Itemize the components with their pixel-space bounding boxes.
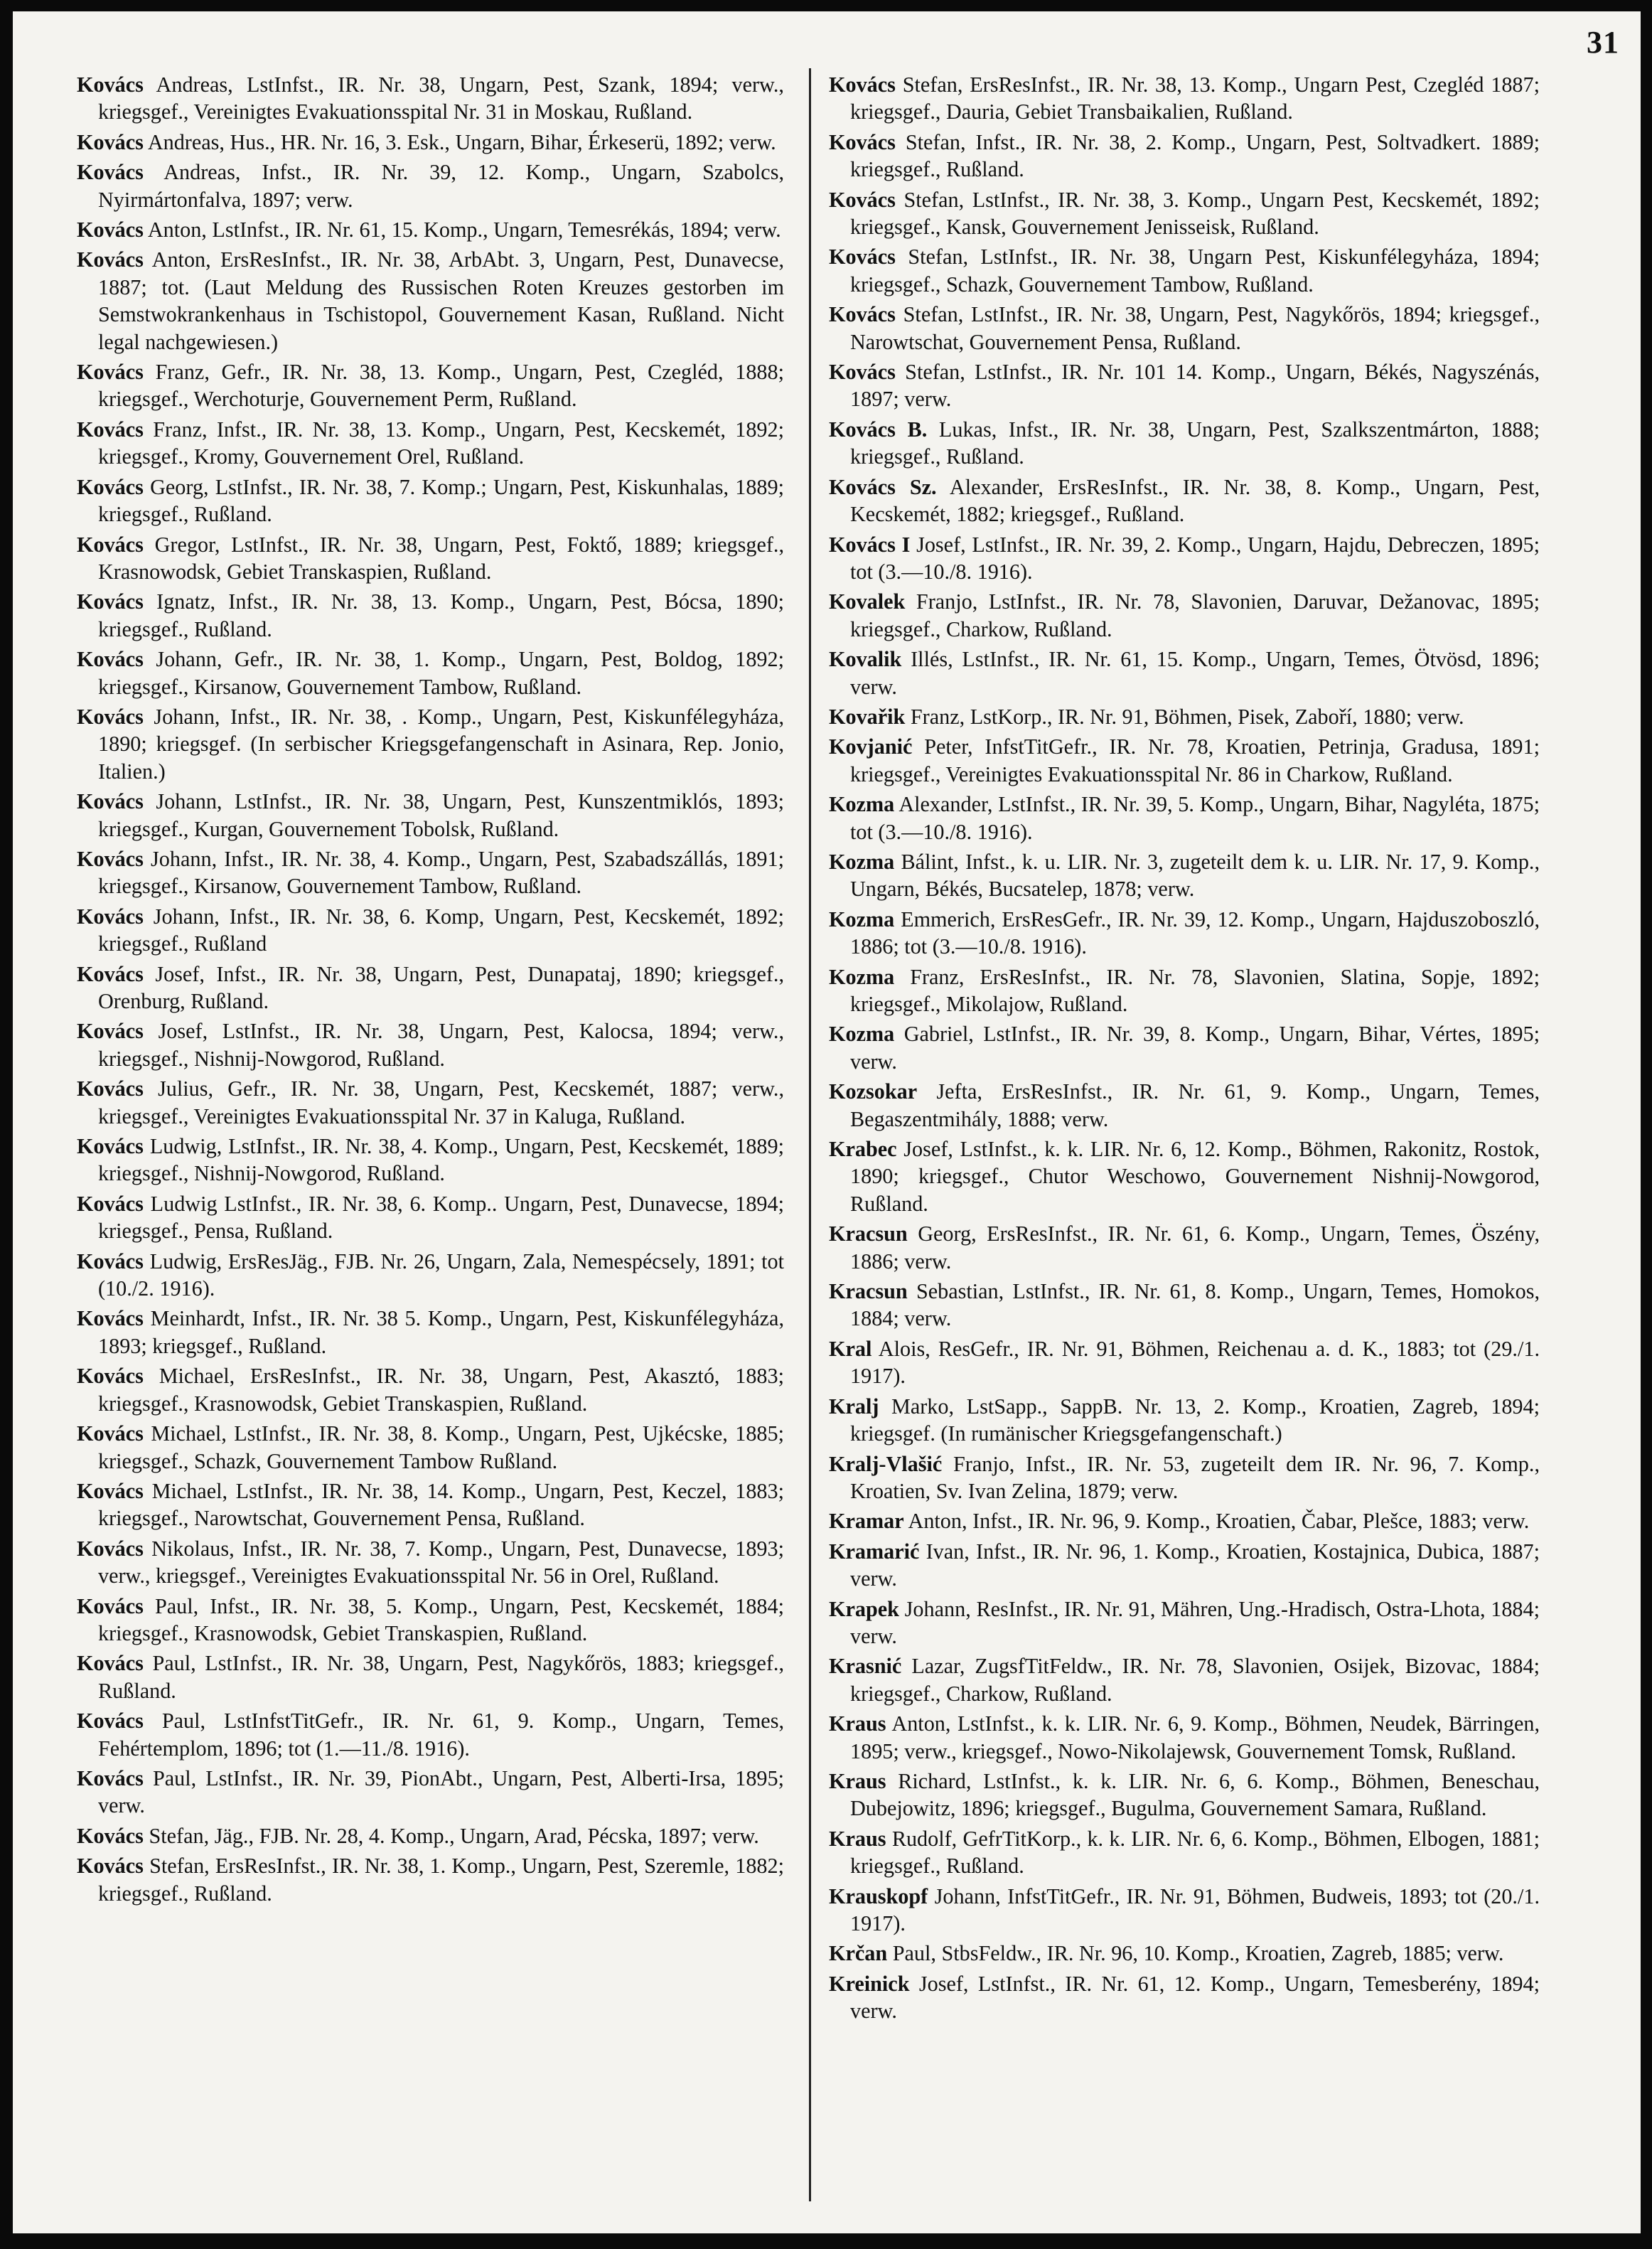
entry-details: Ludwig, ErsResJäg., FJB. Nr. 26, Ungarn, Zala, Nemespécsely, 1891; tot (10./2. 1916).: [98, 1249, 785, 1301]
entry-surname: Kozma: [829, 907, 895, 931]
entry-details: Alexander, ErsResInfst., IR. Nr. 38, 8. Komp., Ungarn, Pest, Kecskemét, 1882; kriegsgef., Rußland.: [850, 474, 1540, 527]
entry-details: Paul, LstInfst., IR. Nr. 39, PionAbt., Ungarn, Pest, Alberti-Irsa, 1895; verw.: [98, 1765, 785, 1818]
entry-details: Julius, Gefr., IR. Nr. 38, Ungarn, Pest, Kecskemét, 1887; verw., kriegsgef., Vereinigtes Evakuationsspital Nr. 37 in Kaluga, Rußland.: [98, 1077, 785, 1128]
entry-surname: Kovács: [77, 532, 144, 557]
entry-surname: Kraus: [829, 1768, 886, 1793]
register-entry: [829, 358, 1540, 413]
entry-details: Michael, LstInfst., IR. Nr. 38, 8. Komp., Ungarn, Pest, Ujkécske, 1885; kriegsgef., Schazk, Gouvernement Tambow Rußland.: [98, 1421, 784, 1473]
entry-surname: Kovács: [77, 360, 144, 385]
register-entry: [77, 1362, 784, 1417]
entry-surname: Kovács: [77, 1306, 144, 1331]
register-entry: [77, 1535, 784, 1590]
entry-details: Anton, LstInfst., k. k. LIR. Nr. 6, 9. Komp., Böhmen, Neudek, Bärringen, 1895; verw., kriegsgef., Nowo-Nikolajewsk, Gouvernement Tomsk, Rußland.: [850, 1711, 1540, 1763]
entry-surname: Kovács: [77, 1249, 144, 1273]
entry-surname: Kramar: [829, 1509, 904, 1534]
entry-surname: Kovács: [77, 846, 144, 871]
register-entry: [829, 1136, 1540, 1217]
entry-details: Johann, Gefr., IR. Nr. 38, 1. Komp., Ungarn, Pest, Boldog, 1892; kriegsgef., Kirsanow, Gouvernement Tambow, Rußland.: [98, 647, 784, 699]
entry-surname: Kovács: [77, 1709, 144, 1734]
entry-surname: Kovács I: [829, 532, 911, 557]
entry-details: Anton, ErsResInfst., IR. Nr. 38, ArbAbt. 3, Ungarn, Pest, Dunavecse, 1887; tot. (Laut Meldung des Russischen Roten Kreuzes gestorben im Semstwokrankenhaus in Tschistopol, Gouvernement Kasan, Rußland. Nicht legal nachgewiesen.): [98, 247, 784, 354]
entry-surname: Kralj-Vlašić: [829, 1451, 943, 1476]
register-entry: [77, 216, 784, 243]
entry-details: Sebastian, LstInfst., IR. Nr. 61, 8. Komp., Ungarn, Temes, Homokos, 1884; verw.: [850, 1279, 1540, 1331]
entry-details: Georg, LstInfst., IR. Nr. 38, 7. Komp.; Ungarn, Pest, Kiskunhalas, 1889; kriegsgef., Rußland.: [98, 474, 784, 527]
entry-surname: Kovjanić: [829, 734, 913, 759]
register-entry: [77, 1478, 784, 1532]
register-entry: [77, 1852, 784, 1907]
entry-details: Paul, LstInfstTitGefr., IR. Nr. 61, 9. Komp., Ungarn, Temes, Fehértemplom, 1896; tot (1.—11./8. 1916).: [98, 1709, 785, 1761]
entry-details: Ludwig, LstInfst., IR. Nr. 38, 4. Komp., Ungarn, Pest, Kecskemét, 1889; kriegsgef., Nishnij-Nowgorod, Rußland.: [98, 1134, 785, 1186]
entry-details: Stefan, Infst., IR. Nr. 38, 2. Komp., Ungarn, Pest, Soltvadkert. 1889; kriegsgef., Rußland.: [850, 129, 1540, 182]
entry-surname: Kozma: [829, 1022, 895, 1047]
entry-details: Josef, LstInfst., IR. Nr. 39, 2. Komp., Ungarn, Hajdu, Debreczen, 1895; tot (3.—10./8. 1916).: [850, 532, 1540, 584]
entry-surname: Kovács: [77, 1077, 144, 1101]
register-entry: [829, 733, 1540, 788]
entry-details: Emmerich, ErsResGefr., IR. Nr. 39, 12. Komp., Ungarn, Hajduszoboszló, 1886; tot (3.—10./8. 1916).: [850, 907, 1540, 959]
entry-details: Illés, LstInfst., IR. Nr. 61, 15. Komp., Ungarn, Temes, Ötvösd, 1896; verw.: [850, 647, 1540, 699]
register-entry: [829, 416, 1540, 471]
register-entry: [829, 1507, 1540, 1534]
entry-details: Josef, LstInfst., IR. Nr. 61, 12. Komp., Ungarn, Temesberény, 1894; verw.: [850, 1971, 1540, 2024]
register-entry: [77, 1420, 784, 1475]
register-entry: [829, 1393, 1540, 1448]
register-entry: [77, 71, 784, 126]
register-entry: [829, 1020, 1540, 1075]
entry-surname: Kovács: [77, 1854, 144, 1879]
entry-details: Michael, LstInfst., IR. Nr. 38, 14. Komp., Ungarn, Pest, Keczel, 1883; kriegsgef., Narowtschat, Gouvernement Pensa, Rußland.: [98, 1478, 785, 1531]
register-entry: [829, 1710, 1540, 1765]
entry-details: Alois, ResGefr., IR. Nr. 91, Böhmen, Reichenau a. d. K., 1883; tot (29./1. 1917).: [850, 1336, 1540, 1389]
register-entry: [829, 1538, 1540, 1593]
entry-details: Paul, StbsFeldw., IR. Nr. 96, 10. Komp., Kroatien, Zagreb, 1885; verw.: [892, 1941, 1504, 1966]
entry-details: Anton, LstInfst., IR. Nr. 61, 15. Komp., Ungarn, Temesrékás, 1894; verw.: [147, 218, 781, 242]
entry-surname: Kovács: [77, 1536, 144, 1561]
entry-surname: Kovács: [77, 417, 144, 442]
register-entry: [829, 646, 1540, 700]
entry-details: Nikolaus, Infst., IR. Nr. 38, 7. Komp., Ungarn, Pest, Dunavecse, 1893; verw., kriegsgef., Vereinigtes Evakuationsspital Nr. 56 in Orel, Rußland.: [98, 1536, 784, 1588]
entry-surname: Krabec: [829, 1137, 897, 1162]
entry-surname: Kovács: [77, 904, 144, 929]
entry-details: Richard, LstInfst., k. k. LIR. Nr. 6, 6. Komp., Böhmen, Beneschau, Dubejowitz, 1896; kriegsgef., Bugulma, Gouvernement Samara, Rußland.: [850, 1768, 1540, 1821]
entry-details: Stefan, LstInfst., IR. Nr. 38, 3. Komp., Ungarn Pest, Kecskemét, 1892; kriegsgef., Kansk, Gouvernement Jenisseisk, Rußland.: [850, 187, 1540, 240]
entry-surname: Kovács: [77, 789, 144, 814]
entry-surname: Kovács: [77, 961, 144, 986]
register-entry: [829, 1970, 1540, 2025]
entry-surname: Kraus: [829, 1826, 886, 1851]
register-entry: [829, 1596, 1540, 1650]
entry-surname: Kovács: [77, 647, 144, 672]
entry-details: Josef, LstInfst., IR. Nr. 38, Ungarn, Pest, Kalocsa, 1894; verw., kriegsgef., Nishnij-Nowgorod, Rußland.: [98, 1019, 784, 1071]
register-entry: [829, 129, 1540, 183]
register-entry: [829, 1451, 1540, 1505]
register-entry: [829, 243, 1540, 298]
entry-surname: Kovács: [77, 589, 144, 614]
entry-details: Andreas, Hus., HR. Nr. 16, 3. Esk., Ungarn, Bihar, Érkeserü, 1892; verw.: [147, 129, 776, 154]
entry-details: Paul, LstInfst., IR. Nr. 38, Ungarn, Pest, Nagykőrös, 1883; kriegsgef., Rußland.: [98, 1651, 785, 1703]
register-entry: [829, 1078, 1540, 1133]
register-entry: [77, 474, 784, 528]
entry-details: Franz, Infst., IR. Nr. 38, 13. Komp., Ungarn, Pest, Kecskemét, 1892; kriegsgef., Kromy, Gouvernement Orel, Rußland.: [98, 417, 785, 469]
register-entry: [829, 1220, 1540, 1275]
entry-surname: Kovács Sz.: [829, 474, 937, 499]
register-entry: [829, 1652, 1540, 1707]
register-entry: [77, 703, 784, 785]
register-entry: [829, 848, 1540, 903]
entry-details: Ivan, Infst., IR. Nr. 96, 1. Komp., Kroatien, Kostajnica, Dubica, 1887; verw.: [850, 1539, 1540, 1591]
entry-surname: Krapek: [829, 1596, 899, 1621]
register-entry: [77, 1650, 784, 1704]
entry-surname: Kovalik: [829, 647, 902, 672]
register-entry: [77, 1190, 784, 1245]
entry-surname: Kovács: [77, 160, 144, 185]
register-entry: [77, 845, 784, 900]
register-entry: [77, 903, 784, 958]
register-entry: [829, 1768, 1540, 1822]
entry-details: Franz, LstKorp., IR. Nr. 91, Böhmen, Pisek, Zaboří, 1880; verw.: [910, 704, 1464, 729]
entry-details: Johann, LstInfst., IR. Nr. 38, Ungarn, Pest, Kunszentmiklós, 1893; kriegsgef., Kurgan, Gouvernement Tobolsk, Rußland.: [98, 789, 784, 841]
entry-surname: Kovács: [829, 73, 896, 97]
entry-surname: Kovács: [77, 1134, 144, 1159]
entry-surname: Kovács: [77, 1191, 144, 1216]
entry-details: Lukas, Infst., IR. Nr. 38, Ungarn, Pest, Szalkszentmárton, 1888; kriegsgef., Rußland.: [850, 417, 1540, 469]
entry-details: Georg, ErsResInfst., IR. Nr. 61, 6. Komp., Ungarn, Temes, Öszény, 1886; verw.: [850, 1222, 1540, 1273]
entry-surname: Kovács: [77, 1651, 144, 1676]
entry-surname: Kozma: [829, 849, 895, 874]
entry-surname: Kramarić: [829, 1539, 920, 1564]
register-entry: [829, 186, 1540, 241]
entry-surname: Kovács: [77, 1765, 144, 1790]
register-entry: [829, 71, 1540, 126]
entry-surname: Kralj: [829, 1394, 879, 1419]
entry-details: Andreas, LstInfst., IR. Nr. 38, Ungarn, Pest, Szank, 1894; verw., kriegsgef., Vereinigtes Evakuationsspital Nr. 31 in Moskau, Rußland.: [98, 73, 784, 124]
entry-details: Franjo, LstInfst., IR. Nr. 78, Slavonien, Daruvar, Dežanovac, 1895; kriegsgef., Charkow, Rußland.: [850, 589, 1540, 641]
register-entry: [77, 588, 784, 643]
register-entry: [77, 416, 784, 471]
entry-details: Stefan, Jäg., FJB. Nr. 28, 4. Komp., Ungarn, Arad, Pécska, 1897; verw.: [149, 1823, 759, 1848]
entry-surname: Kovács B.: [829, 417, 928, 442]
entry-details: Franjo, Infst., IR. Nr. 53, zugeteilt dem IR. Nr. 96, 7. Komp., Kroatien, Sv. Ivan Zelina, 1879; verw.: [850, 1451, 1540, 1503]
entry-details: Ludwig LstInfst., IR. Nr. 38, 6. Komp.. Ungarn, Pest, Dunavecse, 1894; kriegsgef., Pensa, Rußland.: [98, 1191, 784, 1244]
entry-surname: Kreinick: [829, 1971, 910, 1996]
entry-details: Lazar, ZugsfTitFeldw., IR. Nr. 78, Slavonien, Osijek, Bizovac, 1884; kriegsgef., Charkow, Rußland.: [850, 1654, 1540, 1706]
register-entry: [829, 1825, 1540, 1880]
entry-details: Peter, InfstTitGefr., IR. Nr. 78, Kroatien, Petrinja, Gradusa, 1891; kriegsgef., Vereinigtes Evakuationsspital Nr. 86 in Charkow, Rußland.: [850, 734, 1540, 786]
entry-details: Gregor, LstInfst., IR. Nr. 38, Ungarn, Pest, Foktő, 1889; kriegsgef., Krasnowodsk, Gebiet Transkaspien, Rußland.: [98, 532, 785, 584]
entry-details: Alexander, LstInfst., IR. Nr. 39, 5. Komp., Ungarn, Bihar, Nagyléta, 1875; tot (3.—10./8. 1916).: [850, 792, 1540, 844]
register-entry: [77, 531, 784, 586]
entry-details: Rudolf, GefrTitKorp., k. k. LIR. Nr. 6, 6. Komp., Böhmen, Elbogen, 1881; kriegsgef., Rußland.: [850, 1826, 1540, 1879]
entry-surname: Kovács: [829, 129, 896, 154]
register-entry: [829, 703, 1540, 730]
entry-details: Michael, ErsResInfst., IR. Nr. 38, Ungarn, Pest, Akasztó, 1883; kriegsgef., Krasnowodsk, Gebiet Transkaspien, Rußland.: [98, 1364, 784, 1416]
entry-details: Stefan, ErsResInfst., IR. Nr. 38, 13. Komp., Ungarn Pest, Czegléd 1887; kriegsgef., Dauria, Gebiet Transbaikalien, Rußland.: [850, 73, 1540, 124]
register-entry: [77, 358, 784, 413]
entry-details: Johann, ResInfst., IR. Nr. 91, Mähren, Ung.-Hradisch, Ostra-Lhota, 1884; verw.: [850, 1596, 1540, 1648]
register-entry: [829, 1278, 1540, 1332]
entry-details: Stefan, LstInfst., IR. Nr. 101 14. Komp., Ungarn, Békés, Nagyszénás, 1897; verw.: [850, 360, 1540, 412]
entry-details: Bálint, Infst., k. u. LIR. Nr. 3, zugeteilt dem k. u. LIR. Nr. 17, 9. Komp., Ungarn, Békés, Bucsatelep, 1878; verw.: [850, 849, 1540, 902]
column-divider: [809, 68, 811, 2201]
register-entry: [829, 791, 1540, 845]
entry-surname: Kovács: [829, 302, 896, 327]
entry-surname: Kovács: [77, 1019, 144, 1044]
entry-details: Josef, Infst., IR. Nr. 38, Ungarn, Pest, Dunapataj, 1890; kriegsgef., Orenburg, Rußland.: [98, 961, 784, 1013]
entry-details: Franz, Gefr., IR. Nr. 38, 13. Komp., Ungarn, Pest, Czegléd, 1888; kriegsgef., Werchoturje, Gouvernement Perm, Rußland.: [98, 360, 784, 412]
left-column: [77, 71, 784, 1910]
register-entry: [829, 906, 1540, 961]
entry-details: Josef, LstInfst., k. k. LIR. Nr. 6, 12. Komp., Böhmen, Rakonitz, Rostok, 1890; kriegsgef., Chutor Weschowo, Gouvernement Nishnij-Nowgorod, Rußland.: [850, 1137, 1540, 1216]
register-entry: [77, 1248, 784, 1303]
page-number: 31: [1587, 25, 1619, 60]
register-entry: [77, 1075, 784, 1130]
register-entry: [77, 646, 784, 700]
register-entry: [77, 129, 784, 156]
register-entry: [829, 474, 1540, 528]
entry-details: Anton, Infst., IR. Nr. 96, 9. Komp., Kroatien, Čabar, Plešce, 1883; verw.: [908, 1509, 1530, 1534]
register-entry: [829, 1940, 1540, 1967]
register-entry: [77, 1707, 784, 1762]
entry-details: Stefan, LstInfst., IR. Nr. 38, Ungarn Pest, Kiskunfélegyháza, 1894; kriegsgef., Schazk, Gouvernement Tambow, Rußland.: [850, 245, 1540, 297]
entry-surname: Kovács: [77, 704, 144, 729]
right-column: [829, 71, 1540, 2028]
register-entry: [77, 1822, 784, 1849]
entry-surname: Krauskopf: [829, 1884, 928, 1908]
entry-details: Andreas, Infst., IR. Nr. 39, 12. Komp., Ungarn, Szabolcs, Nyirmártonfalva, 1897; verw.: [98, 160, 784, 212]
entry-surname: Kovács: [77, 247, 144, 272]
entry-details: Johann, Infst., IR. Nr. 38, . Komp., Ungarn, Pest, Kiskunfélegyháza, 1890; kriegsgef. (In serbischer Kriegsgefangenschaft in Asinara, Rep. Jonio, Italien.): [98, 704, 784, 784]
entry-surname: Kovács: [77, 129, 144, 154]
register-entry: [829, 588, 1540, 643]
register-entry: [829, 531, 1540, 586]
register-entry: [829, 963, 1540, 1018]
entry-surname: Kovács: [77, 1593, 144, 1618]
entry-details: Meinhardt, Infst., IR. Nr. 38 5. Komp., Ungarn, Pest, Kiskunfélegyháza, 1893; kriegsgef., Rußland.: [98, 1306, 785, 1358]
entry-surname: Kovács: [77, 1823, 144, 1848]
entry-surname: Kovács: [77, 218, 144, 242]
entry-surname: Kovács: [77, 1364, 144, 1389]
entry-surname: Kozsokar: [829, 1079, 918, 1104]
entry-surname: Kral: [829, 1336, 872, 1361]
register-entry: [77, 1133, 784, 1187]
entry-surname: Kozma: [829, 792, 895, 817]
register-entry: [77, 1593, 784, 1647]
entry-surname: Kovács: [77, 1421, 144, 1446]
entry-surname: Kovács: [829, 245, 896, 269]
entry-details: Johann, Infst., IR. Nr. 38, 6. Komp, Ungarn, Pest, Kecskemét, 1892; kriegsgef., Rußland: [98, 904, 785, 956]
register-entry: [77, 1017, 784, 1072]
register-entry: [77, 1305, 784, 1359]
entry-surname: Kraus: [829, 1711, 886, 1736]
register-entry: [829, 1883, 1540, 1938]
entry-details: Paul, Infst., IR. Nr. 38, 5. Komp., Ungarn, Pest, Kecskemét, 1884; kriegsgef., Krasnowodsk, Gebiet Transkaspien, Rußland.: [98, 1593, 784, 1645]
entry-surname: Krčan: [829, 1941, 888, 1966]
register-entry: [77, 159, 784, 213]
register-entry: [77, 788, 784, 843]
entry-details: Franz, ErsResInfst., IR. Nr. 78, Slavonien, Slatina, Sopje, 1892; kriegsgef., Mikolajow, Rußland.: [850, 964, 1540, 1016]
entry-surname: Kovács: [77, 1478, 144, 1503]
entry-details: Stefan, ErsResInfst., IR. Nr. 38, 1. Komp., Ungarn, Pest, Szeremle, 1882; kriegsgef., Rußland.: [98, 1854, 784, 1906]
entry-surname: Kovařik: [829, 704, 906, 729]
entry-surname: Krasnić: [829, 1654, 902, 1679]
entry-surname: Kovács: [829, 360, 896, 385]
entry-surname: Kracsun: [829, 1222, 908, 1246]
register-entry: [77, 1765, 784, 1820]
entry-details: Jefta, ErsResInfst., IR. Nr. 61, 9. Komp., Ungarn, Temes, Begaszentmihály, 1888; verw.: [850, 1079, 1540, 1131]
entry-surname: Kovalek: [829, 589, 906, 614]
entry-details: Marko, LstSapp., SappB. Nr. 13, 2. Komp., Kroatien, Zagreb, 1894; kriegsgef. (In rumänischer Kriegsgefangenschaft.): [850, 1394, 1540, 1446]
register-entry: [829, 1335, 1540, 1390]
register-entry: [829, 301, 1540, 356]
register-entry: [77, 246, 784, 356]
entry-details: Gabriel, LstInfst., IR. Nr. 39, 8. Komp., Ungarn, Bihar, Vértes, 1895; verw.: [850, 1022, 1540, 1074]
entry-surname: Kovács: [77, 474, 144, 499]
entry-details: Johann, Infst., IR. Nr. 38, 4. Komp., Ungarn, Pest, Szabadszállás, 1891; kriegsgef., Kirsanow, Gouvernement Tambow, Rußland.: [98, 846, 784, 899]
register-entry: [77, 961, 784, 1015]
entry-details: Johann, InfstTitGefr., IR. Nr. 91, Böhmen, Budweis, 1893; tot (20./1. 1917).: [850, 1884, 1540, 1935]
entry-surname: Kracsun: [829, 1279, 908, 1304]
entry-surname: Kovács: [829, 187, 896, 212]
entry-surname: Kozma: [829, 964, 895, 989]
entry-surname: Kovács: [77, 73, 144, 97]
entry-details: Ignatz, Infst., IR. Nr. 38, 13. Komp., Ungarn, Pest, Bócsa, 1890; kriegsgef., Rußland.: [98, 589, 785, 641]
entry-details: Stefan, LstInfst., IR. Nr. 38, Ungarn, Pest, Nagykőrös, 1894; kriegsgef., Narowtschat, Gouvernement Pensa, Rußland.: [850, 302, 1540, 354]
